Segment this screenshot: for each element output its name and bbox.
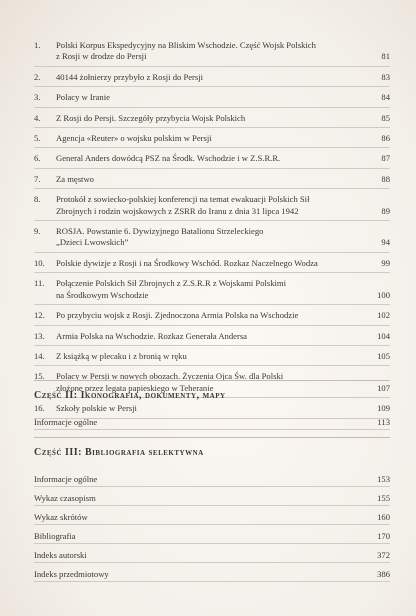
entry-page-number: 85: [381, 112, 390, 123]
toc-entry: [34, 113, 390, 128]
part-3-item-page: 160: [377, 512, 390, 522]
part-3-item-label: Wykaz skrótów: [34, 512, 88, 522]
entry-title-line: Protokół z sowiecko-polskiej konferencji na temat ewakuacji Polskich Sił: [56, 194, 310, 205]
entry-number: 6.: [34, 153, 41, 164]
entry-title-line-2: na Środkowym Wschodzie: [56, 289, 149, 300]
part-3-item-label: Wykaz czasopism: [34, 493, 96, 503]
part-3-item-label: Informacje ogólne: [34, 474, 98, 484]
part-2-heading: Część II: Ikonografia, dokumenty, mapy: [34, 390, 226, 401]
toc-entry: [34, 226, 390, 253]
entry-title: [56, 133, 390, 144]
part-3-item-label: Indeks autorski: [34, 550, 87, 560]
entry-title-line: 40144 żołnierzy przybyło z Rosji do Persji: [56, 71, 204, 82]
entry-title-line: Armia Polska na Wschodzie. Rozkaz Generała Andersa: [56, 330, 247, 341]
entry-number: 3.: [34, 92, 41, 103]
part-2-item: [34, 415, 390, 430]
entry-title: [56, 310, 390, 321]
toc-entry: [34, 92, 390, 107]
entry-number: 15.: [34, 371, 45, 382]
toc-entry: [34, 153, 390, 168]
entry-page-number: 81: [381, 51, 390, 62]
entry-number: 9.: [34, 226, 41, 237]
entry-number: 1.: [34, 40, 41, 50]
toc-entry: [34, 351, 390, 366]
part-2-item-label: Informacje ogólne: [34, 417, 98, 427]
entry-page-number: 84: [381, 92, 390, 103]
toc-entry: [34, 174, 390, 189]
part-3-item: [34, 567, 390, 582]
entry-title: [56, 226, 390, 249]
entry-number: 7.: [34, 173, 41, 184]
entry-title-line: Z książką w plecaku i z bronią w ręku: [56, 350, 187, 361]
section-divider: [34, 437, 390, 438]
entry-title: [56, 331, 390, 342]
entry-page-number: 104: [377, 330, 390, 341]
toc-entry: [34, 258, 390, 273]
entry-title-line: General Anders dowódcą PSZ na Środk. Wschodzie i w Z.S.R.R.: [56, 153, 281, 164]
toc-entries: [34, 40, 390, 424]
toc-entry: [34, 310, 390, 325]
entry-title-line: Po przybyciu wojsk z Rosji. Zjednoczona Armia Polska na Wschodzie: [56, 310, 299, 321]
entry-title-line: Polski Korpus Ekspedycyjny na Bliskim Wschodzie. Część Wojsk Polskich: [56, 40, 316, 50]
toc-entry: [34, 72, 390, 87]
entry-title-line: Agencja «Reuter» o wojsku polskim w Persji: [56, 133, 212, 144]
entry-number: 13.: [34, 330, 45, 341]
part-3-heading: Część III: Bibliografia selektywna: [34, 447, 204, 458]
part-3-item: [34, 491, 390, 506]
toc-entry: [34, 194, 390, 221]
entry-title-line-2: z Rosji w drodze do Persji: [56, 51, 147, 62]
part-3-item-page: 372: [377, 550, 390, 560]
entry-page-number: 83: [381, 71, 390, 82]
part-3-item-page: 386: [377, 569, 390, 579]
toc-entry: [34, 40, 390, 67]
entry-title: [56, 92, 390, 103]
entry-title-line-2: złożone przez legata papieskiego w Teheranie: [56, 382, 214, 393]
entry-title-line: Polacy w Persji w nowych obozach. Życzenia Ojca Św. dla Polski: [56, 371, 284, 382]
entry-page-number: 100: [377, 289, 390, 300]
entry-title: [56, 40, 390, 63]
entry-title-line: Polacy w Iranie: [56, 92, 110, 103]
part-3-item-label: Bibliografia: [34, 531, 76, 541]
entry-title: [56, 194, 390, 217]
entry-title-line: Polskie dywizje z Rosji i na Środkowy Wschód. Rozkaz Naczelnego Wodza: [56, 257, 318, 268]
entry-title: [56, 278, 390, 301]
part-3-item: [34, 510, 390, 525]
part-3-item-label: Indeks przedmiotowy: [34, 569, 109, 579]
entry-title-line: Połączenie Polskich Sił Zbrojnych z Z.S.R.R z Wojskami Polskimi: [56, 278, 286, 289]
entry-title-line: Szkoły polskie w Persji: [56, 403, 137, 414]
entry-page-number: 94: [381, 237, 390, 248]
entry-title-line: ROSJA. Powstanie 6. Dywizyjnego Batalionu Strzeleckiego: [56, 226, 264, 237]
entry-title: [56, 403, 390, 414]
entry-number: 4.: [34, 112, 41, 123]
toc-entry: [34, 331, 390, 346]
entry-title-line-2: „Dzieci Lwowskich”: [56, 237, 129, 248]
entry-number: 14.: [34, 350, 45, 361]
entry-title: [56, 174, 390, 185]
entry-page-number: 102: [377, 310, 390, 321]
part-3-item-page: 170: [377, 531, 390, 541]
entry-page-number: 109: [377, 403, 390, 414]
entry-page-number: 87: [381, 153, 390, 164]
entry-page-number: 89: [381, 205, 390, 216]
entry-number: 11.: [34, 278, 45, 289]
entry-number: 5.: [34, 133, 41, 144]
entry-title: [56, 258, 390, 269]
entry-title: [56, 72, 390, 83]
entry-number: 12.: [34, 310, 45, 321]
entry-number: 10.: [34, 257, 45, 268]
entry-title-line: Za męstwo: [56, 173, 94, 184]
entry-title: [56, 113, 390, 124]
entry-title-line: Z Rosji do Persji. Szczegóły przybycia Wojsk Polskich: [56, 112, 246, 123]
part-3-item: [34, 529, 390, 544]
entry-title: [56, 351, 390, 362]
entry-page-number: 86: [381, 133, 390, 144]
toc-entry: [34, 278, 390, 305]
entry-page-number: 88: [381, 173, 390, 184]
entry-number: 8.: [34, 194, 41, 205]
part-3-item-page: 153: [377, 474, 390, 484]
part-3-item-page: 155: [377, 493, 390, 503]
entry-page-number: 99: [381, 257, 390, 268]
entry-title-line-2: Zbrojnych i rodzin wojskowych z ZSRR do Iranu z dnia 31 lipca 1942: [56, 205, 299, 216]
entry-title: [56, 153, 390, 164]
toc-entry: [34, 133, 390, 148]
entry-number: 2.: [34, 71, 41, 82]
section-divider: [34, 380, 390, 381]
entry-page-number: 105: [377, 350, 390, 361]
entry-number: 16.: [34, 403, 45, 414]
entry-page-number: 107: [377, 382, 390, 393]
part-3-item: [34, 548, 390, 563]
part-2-item-page: 113: [377, 417, 390, 427]
part-3-item: [34, 472, 390, 487]
